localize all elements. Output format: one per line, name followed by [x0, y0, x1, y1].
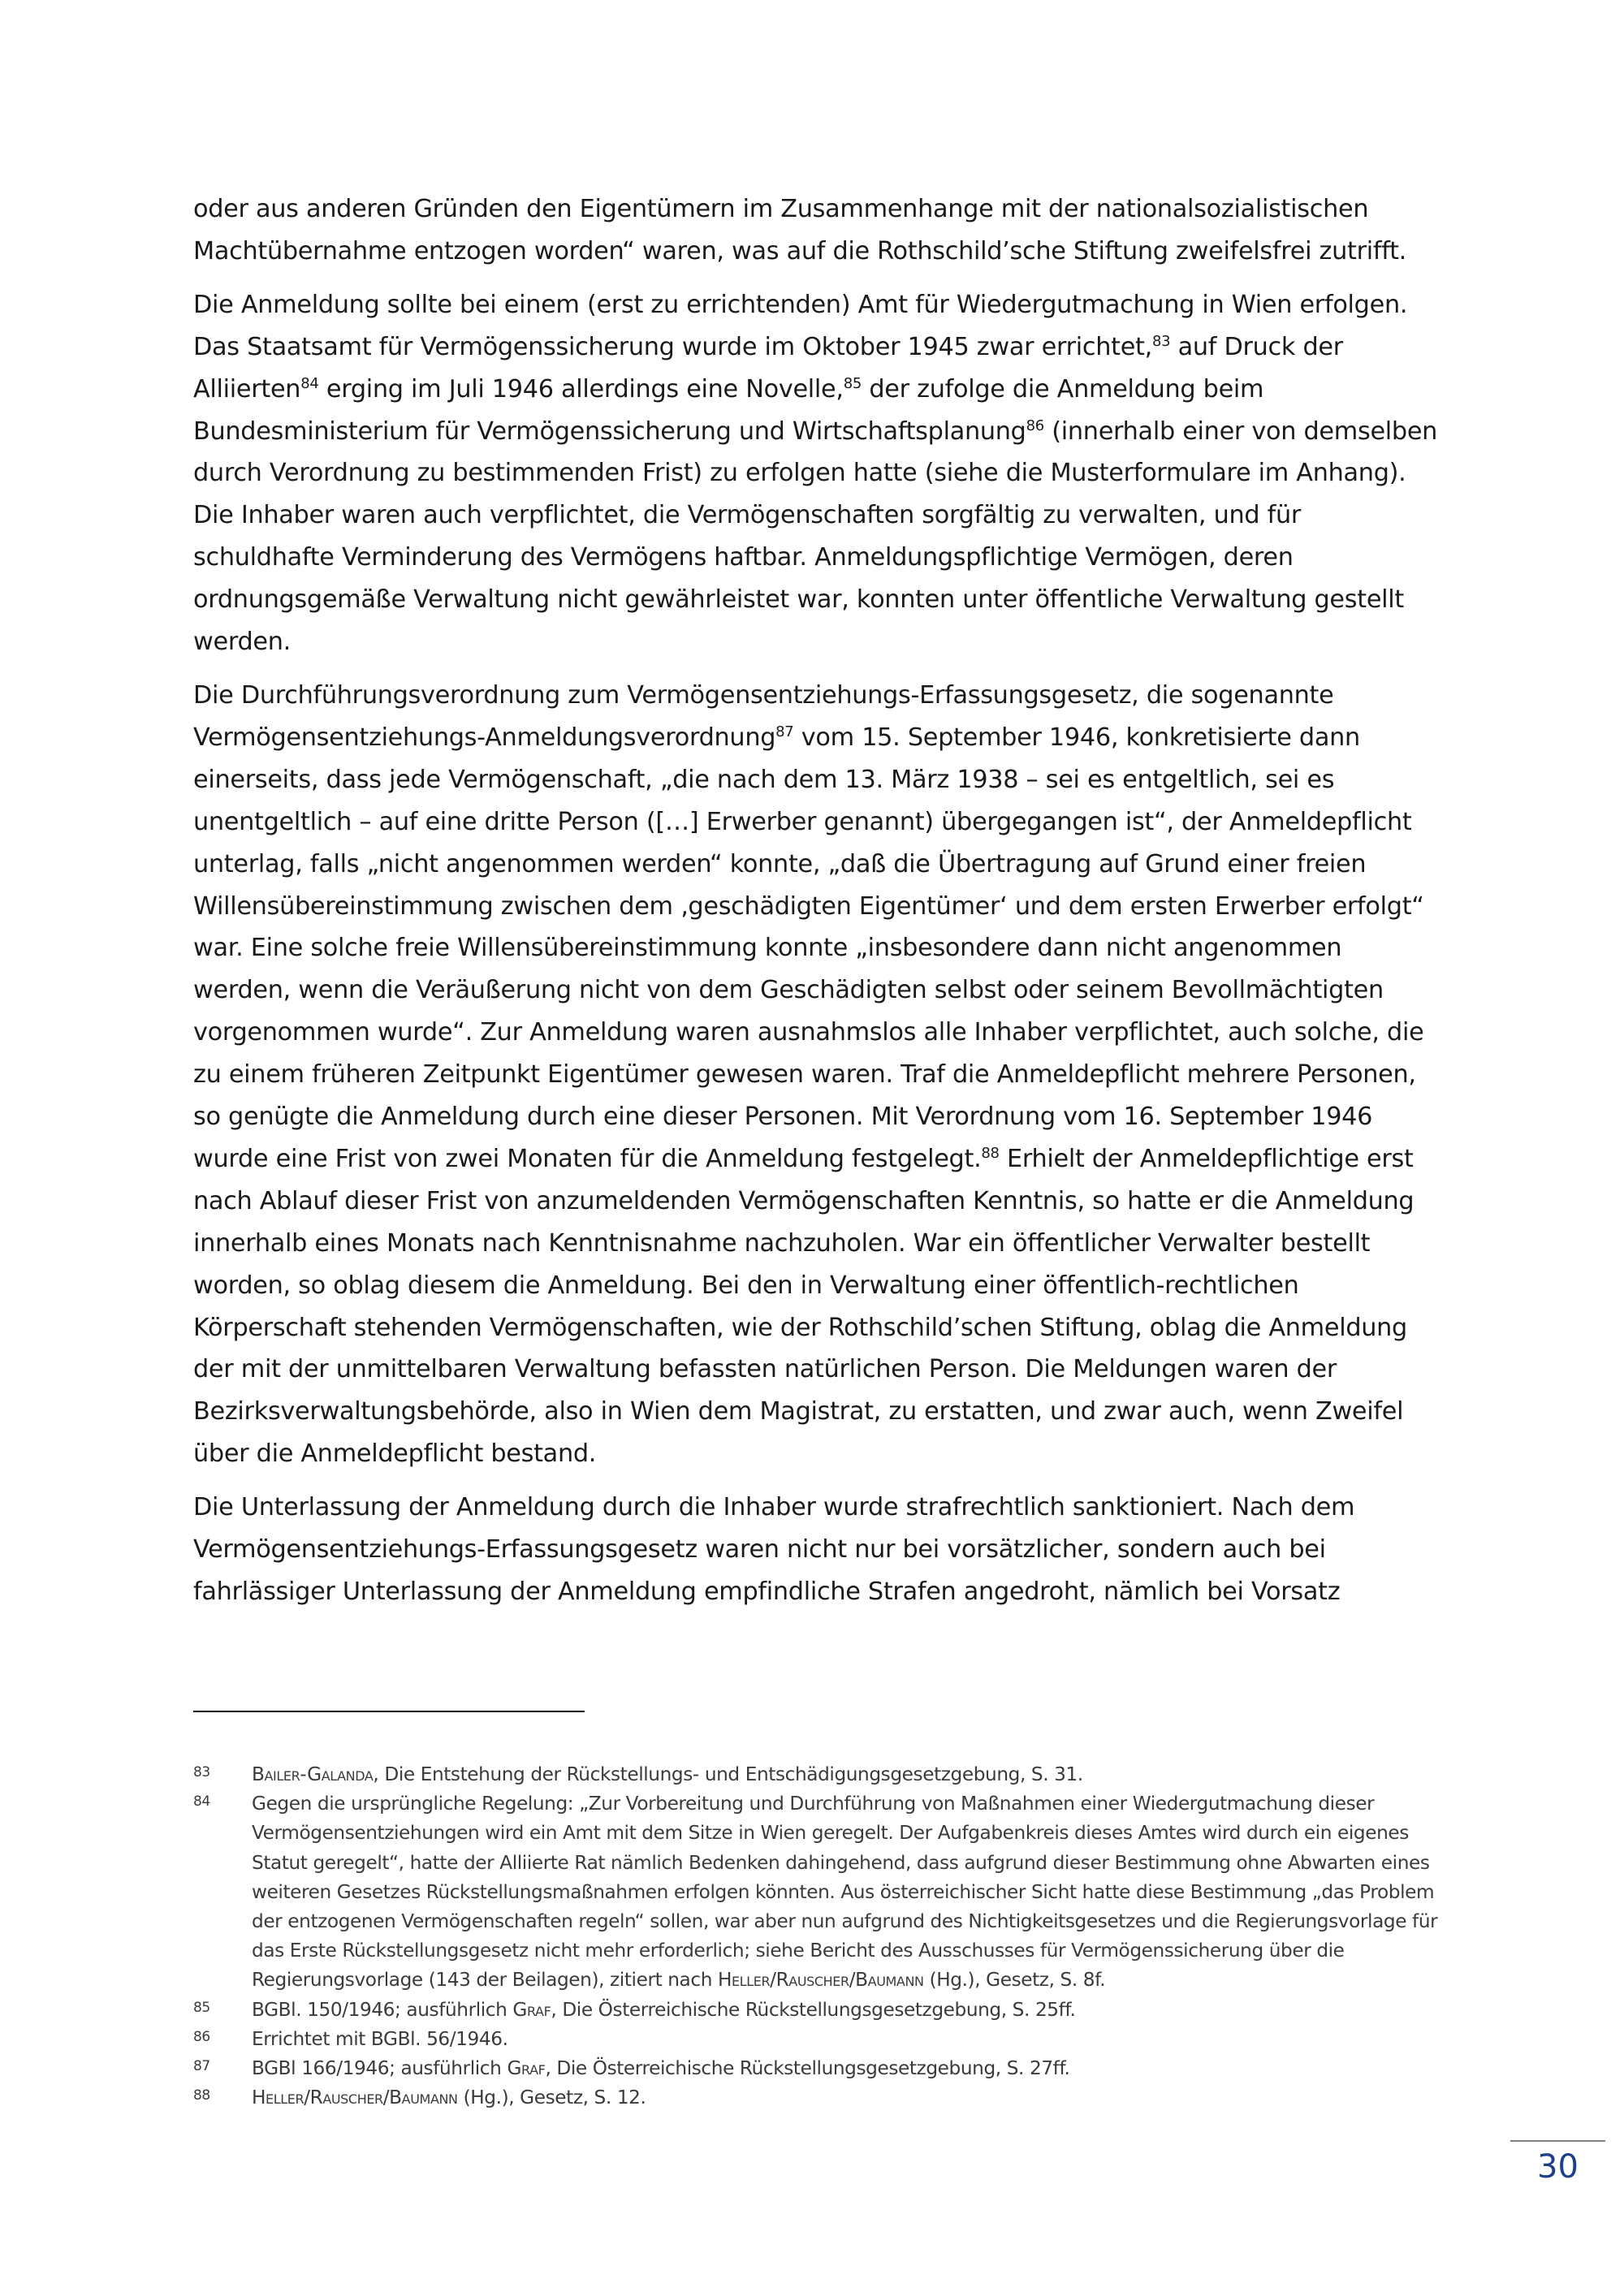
footnote-author: Heller/Rauscher/Baumann	[252, 2087, 458, 2109]
footnote-ref-86[interactable]: 86	[1026, 416, 1044, 434]
paragraph-1: oder aus anderen Gründen den Eigentümern im Zusammenhange mit der nationalsozialistischen Machtübernahme entzogen worden“ waren, was auf die Rothschild’sche Stiftung zweifelsfrei zutrifft.	[193, 195, 1406, 265]
footnotes	[193, 1760, 1444, 2113]
footnote-separator	[193, 1711, 585, 1712]
page-number: 30	[1537, 2148, 1579, 2186]
footnote-author: Heller/Rauscher/Baumann	[717, 1969, 924, 1992]
footnote-author: Graf	[507, 2057, 546, 2080]
footnote-number: 83	[193, 1764, 210, 1780]
footnote-85: 85 BGBl. 150/1946; ausführlich Graf, Die Österreichische Rückstellungsgesetzgebung, S. 25ff.	[193, 1996, 1444, 2025]
footnote-ref-85[interactable]: 85	[843, 374, 862, 392]
footnote-88: 88 Heller/Rauscher/Baumann (Hg.), Gesetz, S. 12.	[193, 2083, 1444, 2113]
body-text	[193, 188, 1444, 1625]
footnote-ref-87[interactable]: 87	[775, 723, 794, 740]
footnote-87: 87 BGBl 166/1946; ausführlich Graf, Die Österreichische Rückstellungsgesetzgebung, S. 27ff.	[193, 2054, 1444, 2083]
footnote-number: 85	[193, 1999, 210, 2016]
page-number-rule	[1510, 2140, 1605, 2142]
footnote-author: Graf	[512, 1998, 551, 2021]
footnote-number: 88	[193, 2087, 210, 2104]
paragraph-4: Die Unterlassung der Anmeldung durch die Inhaber wurde strafrechtlich sanktioniert. Nach dem Vermögensentziehungs-Erfassungsgesetz waren nicht nur bei vorsätzlicher, sondern auch bei fahrlässiger Unterlassung der Anmeldung empfindliche Strafen angedroht, nämlich bei Vorsatz	[193, 1493, 1355, 1606]
footnote-number: 86	[193, 2028, 210, 2045]
footnote-author: Bailer-Galanda	[252, 1763, 374, 1785]
footnote-ref-84[interactable]: 84	[300, 374, 319, 392]
footnote-number: 84	[193, 1793, 210, 1810]
footnote-number: 87	[193, 2058, 210, 2075]
footnote-ref-83[interactable]: 83	[1151, 332, 1171, 350]
footnote-84: 84 Gegen die ursprüngliche Regelung: „Zur Vorbereitung und Durchführung von Maßnahmen einer Wiedergutmachung dieser Vermögensentziehungen wird ein Amt mit dem Sitze in Wien geregelt. Der Aufgabenkreis dieses Amtes wird durch ein eigenes Statut geregelt“, hatte der Alliierte Rat nämlich Bedenken dahingehend, dass aufgrund dieser Bestimmung ohne Abwarten eines weiteren Gesetzes Rückstellungsmaßnahmen erfolgen könnten. Aus österreichischer Sicht hatte diese Bestimmung „das Problem der entzogenen Vermögenschaften regeln“ sollen, war aber nun aufgrund des Nichtigkeitsgesetzes und die Regierungsvorlage für das Erste Rückstellungsgesetz nicht mehr erforderlich; siehe Bericht des Ausschusses für Vermögenssicherung über die Regierungsvorlage (143 der Beilagen), zitiert nach Heller/Rauscher/Baumann (Hg.), Gesetz, S. 8f.	[193, 1789, 1444, 1995]
footnote-ref-88[interactable]: 88	[981, 1144, 1000, 1162]
paragraph-2: Die Anmeldung sollte bei einem (erst zu errichtenden) Amt für Wiedergutmachung in Wien erfolgen. Das Staatsamt für Vermögenssicherung wurde im Oktober 1945 zwar errichtet,$^{83}$ auf Druck der Alliierten$^{84}$ erging im Juli 1946 allerdings eine Novelle,$^{85}$ der zufolge die Anmeldung beim Bundesministerium für Vermögenssicherung und Wirtschaftsplanung$^{86}$ (innerhalb einer von demselben durch Verordnung zu bestimmenden Frist) zu erfolgen hatte (siehe die Musterformulare im Anhang). Die Inhaber waren auch verpflichtet, die Vermögenschaften sorgfältig zu verwalten, und für schuldhafte Verminderung des Vermögens haftbar. Anmeldungspflichtige Vermögen, deren ordnungsgemäße Verwaltung nicht gewährleistet war, konnten unter öffentliche Verwaltung gestellt werden.	[193, 290, 1438, 657]
paragraph-3: Die Durchführungsverordnung zum Vermögensentziehungs-Erfassungsgesetz, die sogenannte Vermögensentziehungs-Anmeldungsverordnung$^{87}$ vom 15. September 1946, konkretisierte dann einerseits, dass jede Vermögenschaft, „die nach dem 13. März 1938 – sei es entgeltlich, sei es unentgeltlich – auf eine dritte Person ([…] Erwerber genannt) übergegangen ist“, der Anmeldepflicht unterlag, falls „nicht angenommen werden“ konnte, „daß die Übertragung auf Grund einer freien Willensübereinstimmung zwischen dem ‚geschädigten Eigentümer‘ und dem ersten Erwerber erfolgt“ war. Eine solche freie Willensübereinstimmung konnte „insbesondere dann nicht angenommen werden, wenn die Veräußerung nicht von dem Geschädigten selbst oder seinem Bevollmächtigten vorgenommen wurde“. Zur Anmeldung waren ausnahmslos alle Inhaber verpflichtet, auch solche, die zu einem früheren Zeitpunkt Eigentümer gewesen waren. Traf die Anmeldepflicht mehrere Personen, so genügte die Anmeldung durch eine dieser Personen. Mit Verordnung vom 16. September 1946 wurde eine Frist von zwei Monaten für die Anmeldung festgelegt.$^{88}$ Erhielt der Anmeldepflichtige erst nach Ablauf dieser Frist von anzumeldenden Vermögenschaften Kenntnis, so hatte er die Anmeldung innerhalb eines Monats nach Kenntnisnahme nachzuholen. War ein öffentlicher Verwalter bestellt worden, so oblag diesem die Anmeldung. Bei den in Verwaltung einer öffentlich-rechtlichen Körperschaft stehenden Vermögenschaften, wie der Rothschild’schen Stiftung, oblag die Anmeldung der mit der unmittelbaren Verwaltung befassten natürlichen Person. Die Meldungen waren der Bezirksverwaltungsbehörde, also in Wien dem Magistrat, zu erstatten, und zwar auch, wenn Zweifel über die Anmeldepflicht bestand.	[193, 680, 1424, 1469]
footnote-86: 86 Errichtet mit BGBl. 56/1946.	[193, 2025, 1444, 2054]
footnote-83: 83 Bailer-Galanda, Die Entstehung der Rückstellungs- und Entschädigungsgesetzgebung, S. 31.	[193, 1760, 1444, 1789]
